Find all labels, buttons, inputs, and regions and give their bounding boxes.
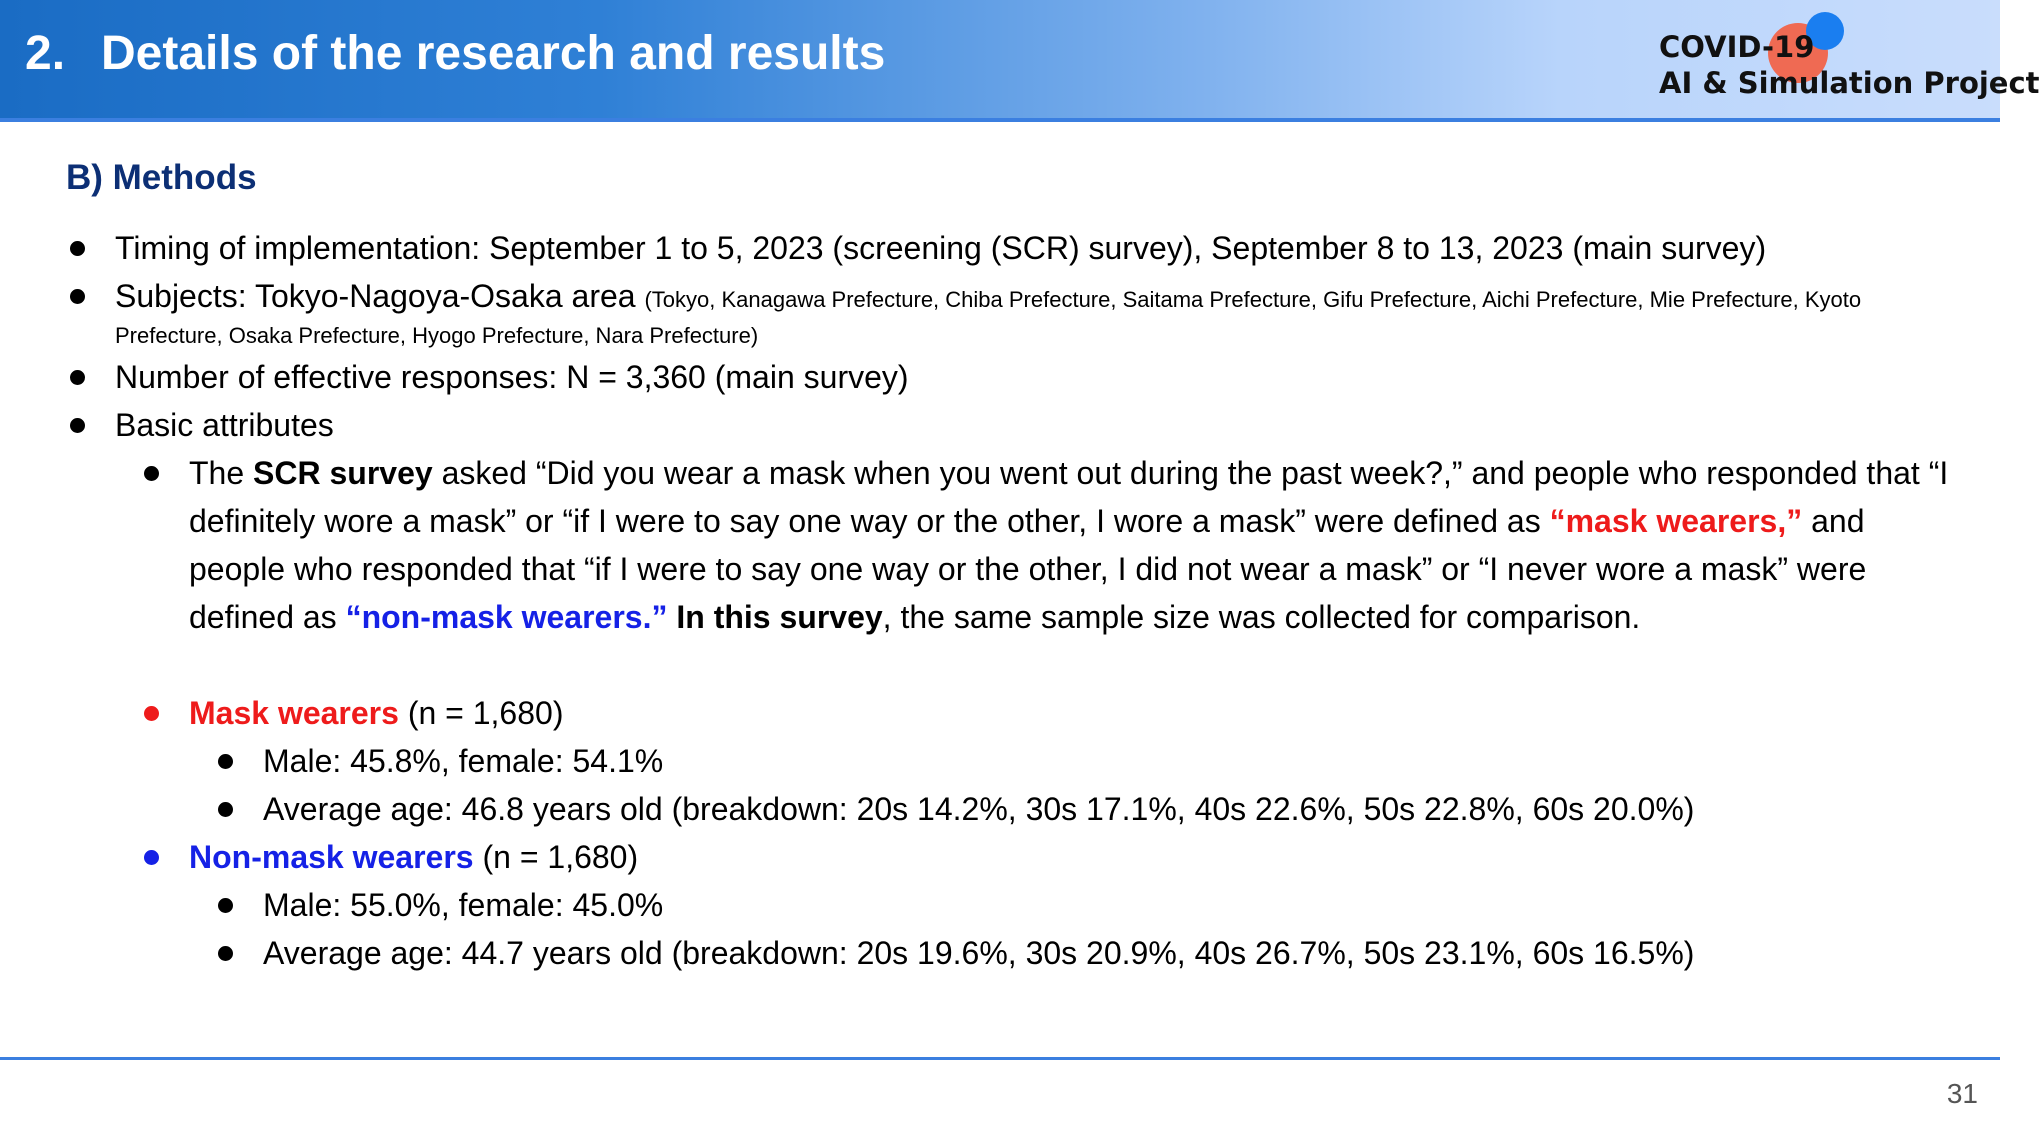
mask-wearers-age-text: Average age: 46.8 years old (breakdown: 20s 14.2%, 30s 17.1%, 40s 22.6%, 50s 22.8%, 60s 20.0%)	[263, 791, 1695, 827]
scr-text-scr-survey: SCR survey	[253, 455, 433, 491]
slide-title	[25, 26, 885, 81]
mask-wearers-label: Mask wearers	[189, 695, 399, 731]
bullet-mask-wearers	[189, 689, 563, 737]
project-logo	[1655, 10, 2040, 110]
bullet-basic-text: Basic attributes	[115, 407, 334, 443]
scr-text-5: and people who responded that “if I were to say one way or the other, I did not wear a mask” or “I never wore a mask” were defined as	[189, 503, 1867, 635]
non-mask-wearers-gender-text: Male: 55.0%, female: 45.0%	[263, 887, 664, 923]
bullet-dot-icon	[70, 370, 85, 385]
logo-text-line1: COVID-19	[1659, 30, 1815, 64]
page-number: 31	[1946, 1078, 1978, 1109]
non-mask-wearers-n: (n = 1,680)	[473, 839, 639, 875]
section-heading: B) Methods	[66, 158, 257, 197]
bullet-dot-icon	[144, 466, 159, 481]
scr-text-1: The	[189, 455, 254, 491]
bullet-dot-icon	[70, 289, 85, 304]
logo-text-line2: AI & Simulation Project	[1659, 66, 2040, 100]
bullet-subjects-text: Subjects: Tokyo-Nagoya-Osaka area	[115, 278, 645, 314]
scr-text-non-mask-wearers: “non-mask wearers.”	[345, 599, 668, 635]
bullet-subjects-detail: (Tokyo, Kanagawa Prefecture, Chiba Prefecture, Saitama Prefecture, Gifu Prefecture, Aichi Prefecture, Mie Prefecture, Kyoto	[644, 287, 1862, 312]
non-mask-wearers-gender	[263, 881, 663, 929]
bullet-responses	[115, 353, 909, 401]
mask-wearers-n: (n = 1,680)	[398, 695, 564, 731]
bullet-dot-blue-icon	[144, 850, 159, 865]
scr-text-3: asked “Did you wear a mask when you went out during the past week?,” and people who responded that “I definitely wore a mask” or “if I were to say one way or the other, I wore a mask” were defined as	[189, 455, 1949, 539]
bullet-basic-attributes	[115, 401, 334, 449]
non-mask-wearers-age	[263, 929, 1694, 977]
non-mask-wearers-age-text: Average age: 44.7 years old (breakdown: 20s 19.6%, 30s 20.9%, 40s 26.7%, 50s 23.1%, 60s 16.5%)	[263, 935, 1695, 971]
scr-text-in-this-survey: In this survey	[676, 599, 883, 635]
slide-title-number: 2.	[25, 27, 66, 80]
mask-wearers-gender	[263, 737, 663, 785]
header-divider	[0, 118, 2000, 122]
footer-divider	[0, 1057, 2000, 1060]
bullet-subjects-detail-cont: Prefecture, Osaka Prefecture, Hyogo Prefecture, Nara Prefecture)	[115, 323, 759, 348]
bullet-timing	[115, 224, 1766, 272]
bullet-dot-red-icon	[144, 706, 159, 721]
mask-wearers-age	[263, 785, 1694, 833]
bullet-dot-icon	[70, 418, 85, 433]
bullet-timing-text: Timing of implementation: September 1 to 5, 2023 (screening (SCR) survey), September 8 to 13, 2023 (main survey)	[115, 230, 1767, 266]
bullet-non-mask-wearers	[189, 833, 638, 881]
bullet-responses-text: Number of effective responses: N = 3,360 (main survey)	[115, 359, 909, 395]
bullet-dot-icon	[70, 241, 85, 256]
bullet-dot-icon	[218, 802, 233, 817]
scr-text-mask-wearers: “mask wearers,”	[1549, 503, 1803, 539]
scr-text-9: , the same sample size was collected for comparison.	[882, 599, 1641, 635]
bullet-dot-icon	[218, 754, 233, 769]
mask-wearers-gender-text: Male: 45.8%, female: 54.1%	[263, 743, 664, 779]
scr-survey-paragraph	[189, 449, 1949, 641]
bullet-subjects	[115, 272, 1861, 324]
bullet-dot-icon	[218, 946, 233, 961]
bullet-dot-icon	[218, 898, 233, 913]
non-mask-wearers-label: Non-mask wearers	[189, 839, 474, 875]
slide-title-text: Details of the research and results	[101, 27, 886, 80]
header-bar	[0, 0, 2040, 118]
